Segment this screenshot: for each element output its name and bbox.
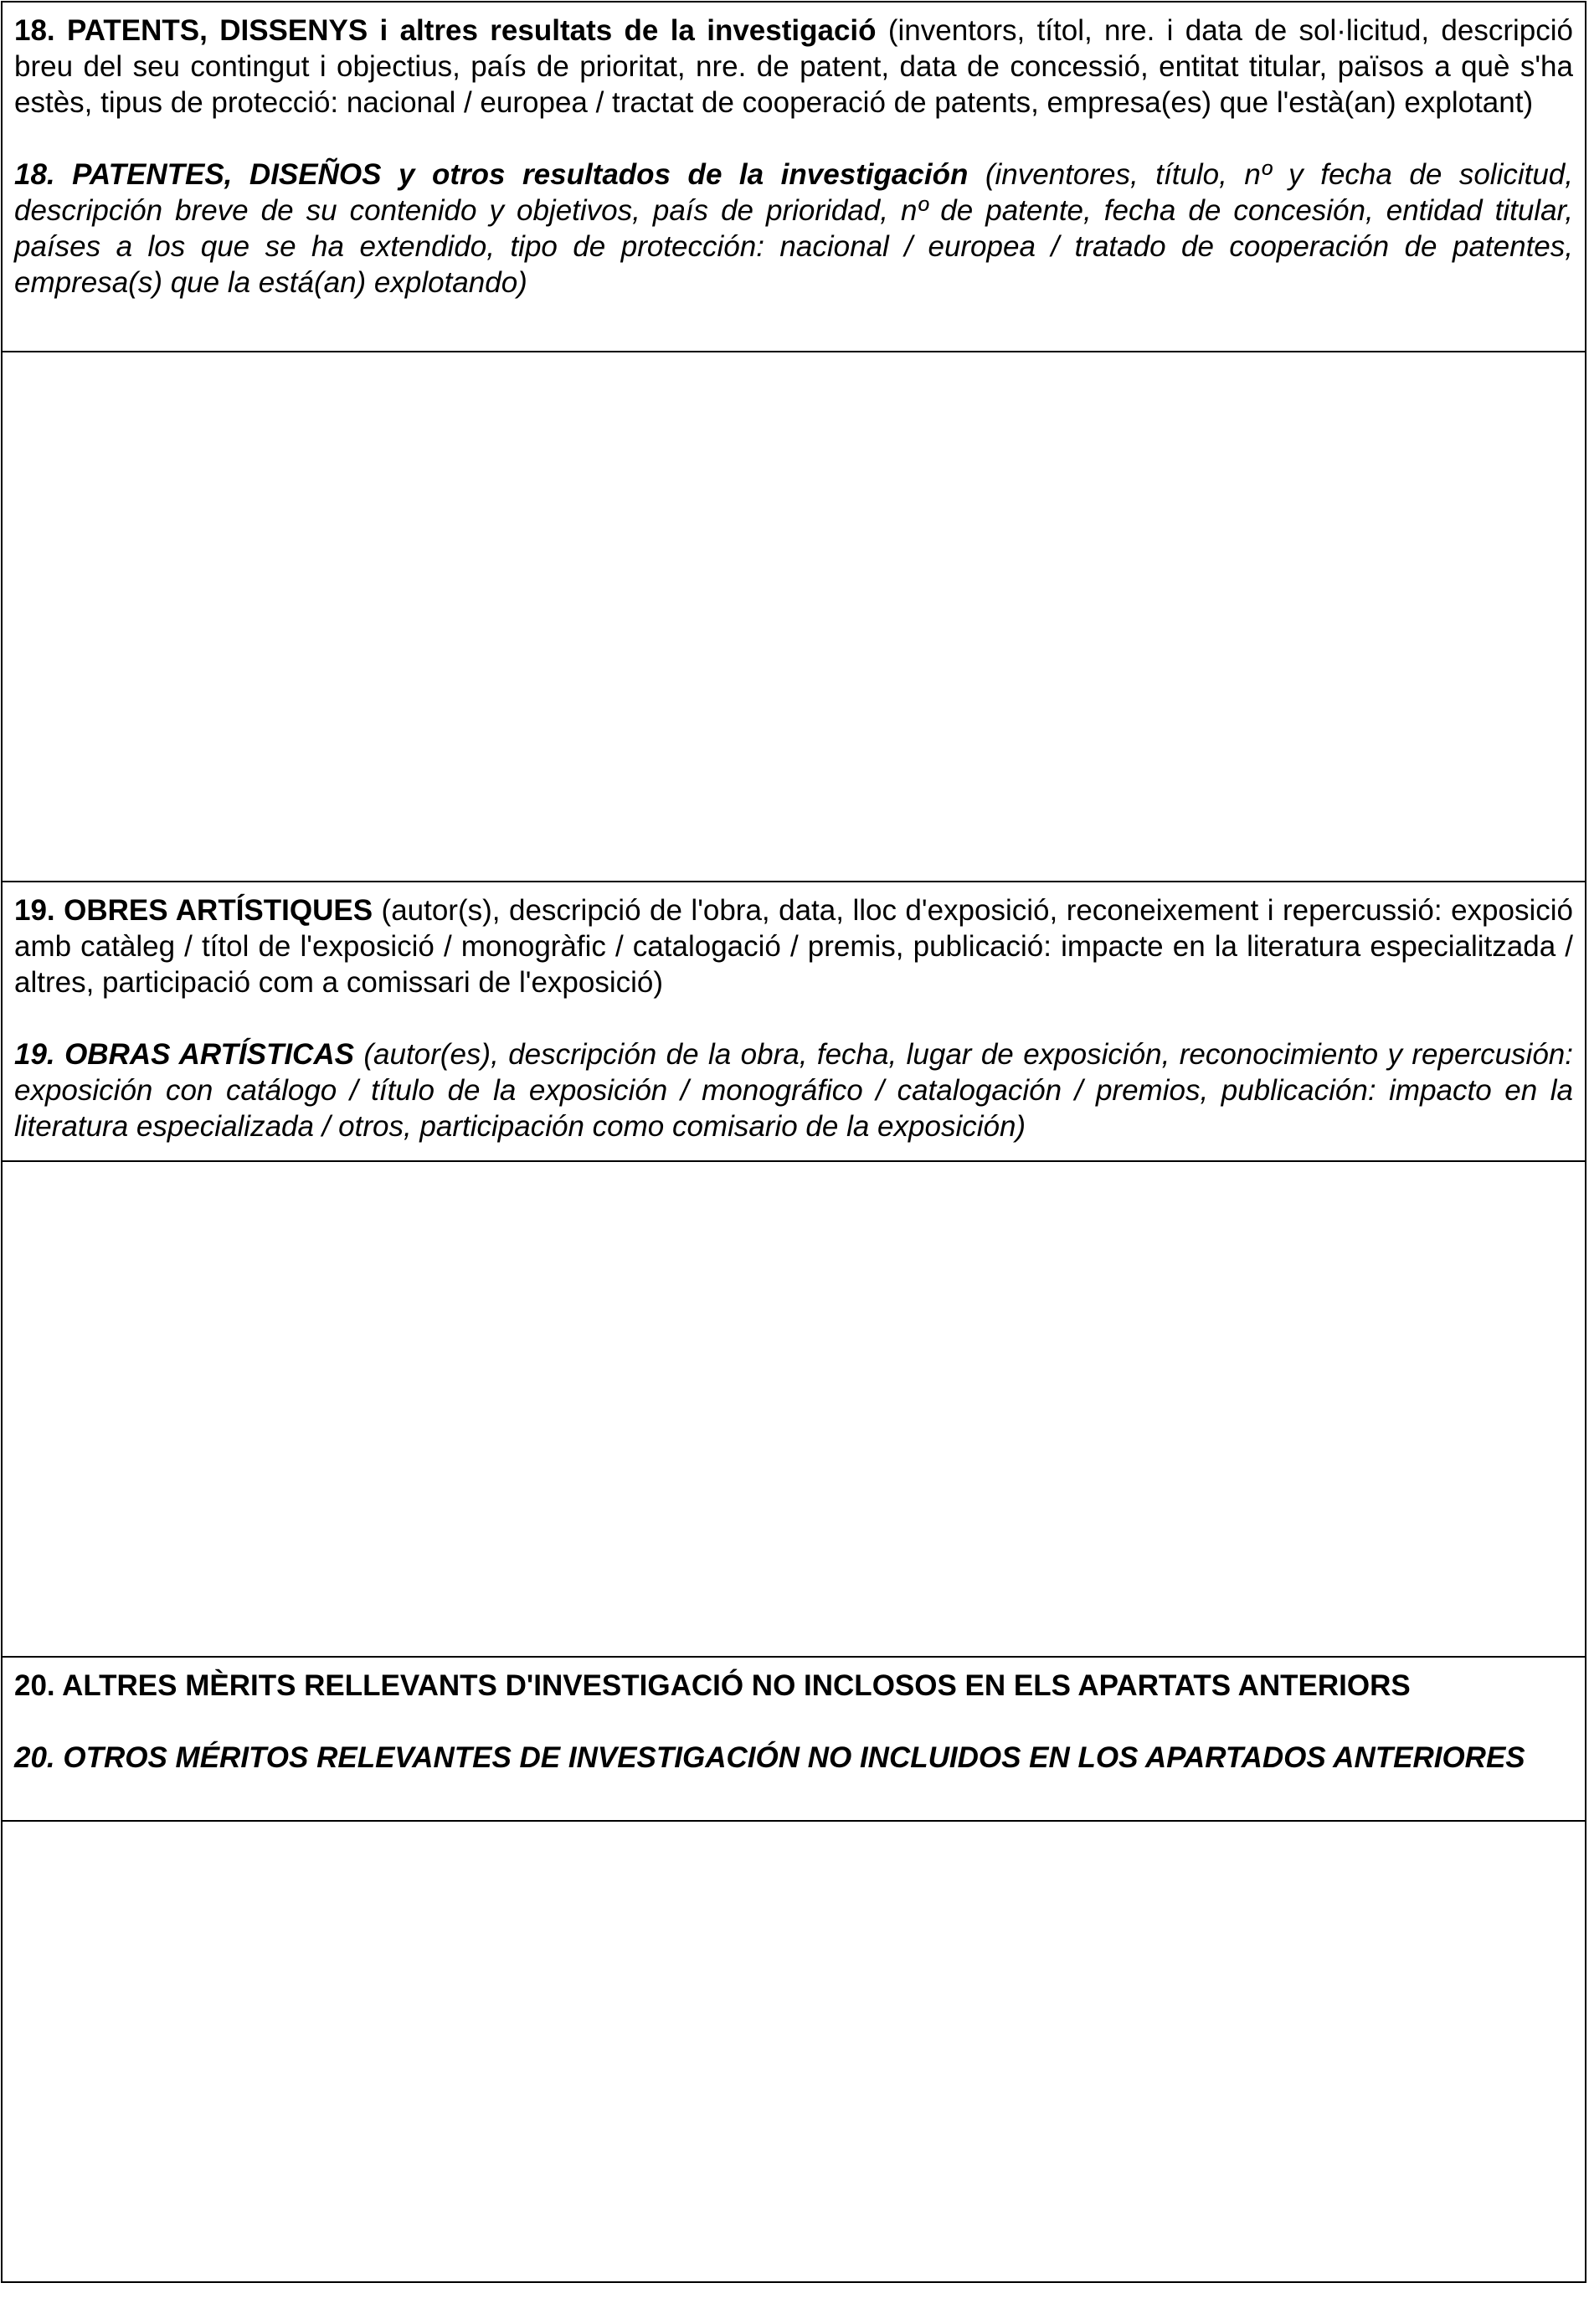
section-20-catalan [14, 1668, 1573, 1704]
section-18-answer-field[interactable] [3, 352, 1585, 882]
section-19-catalan-title: 19. OBRES ARTÍSTIQUES [14, 894, 373, 927]
section-19-spanish-description: (autor(es), descripción de la obra, fecha, lugar de exposición, reconocimiento y repercusión: exposición con catálogo / título de la exposición / monográfico / catalogación / premios, publicación: impacto en la literatura especializada / otros, participación como comisario de la exposición) [14, 1038, 1573, 1143]
research-merits-form [1, 1, 1586, 2283]
section-18-spanish-description: (inventores, título, nº y fecha de solicitud, descripción breve de su contenido y objetivos, país de prioridad, nº de patente, fecha de concesión, entidad titular, países a los que se ha extendido, tipo de protección: nacional / europea / tratado de cooperación de patentes, empresa(s) que la está(an) explotando) [14, 158, 1573, 299]
section-18-catalan [14, 13, 1573, 121]
section-20-answer-field[interactable] [3, 1822, 1585, 2281]
section-18-header [3, 3, 1585, 352]
section-20-spanish-title: 20. OTROS MÉRITOS RELEVANTES DE INVESTIGACIÓN NO INCLUIDOS EN LOS APARTADOS ANTERIORES [14, 1741, 1525, 1774]
section-20-catalan-title: 20. ALTRES MÈRITS RELLEVANTS D'INVESTIGACIÓ NO INCLOSOS EN ELS APARTATS ANTERIORS [14, 1669, 1411, 1702]
section-18-spanish [14, 157, 1573, 301]
section-19-catalan [14, 892, 1573, 1000]
section-18-spanish-title: 18. PATENTES, DISEÑOS y otros resultados de la investigación [14, 158, 969, 191]
section-19-catalan-description: (autor(s), descripció de l'obra, data, lloc d'exposició, reconeixement i repercussió: exposició amb catàleg / títol de l'exposició / monogràfic / catalogació / premis, publicació: impacte en la literatura especialitzada / altres, participació com a comissari de l'exposició) [14, 894, 1574, 999]
section-18-catalan-title: 18. PATENTS, DISSENYS i altres resultats de la investigació [14, 14, 877, 47]
section-19-header [3, 882, 1585, 1162]
section-20-header [3, 1658, 1585, 1822]
section-18-catalan-description: (inventors, títol, nre. i data de sol·licitud, descripció breu del seu contingut i objectius, país de prioritat, nre. de patent, data de concessió, entitat titular, països a què s'ha estès, tipus de protecció: nacional / europea / tractat de cooperació de patents, empresa(es) que l'està(an) explotant) [14, 14, 1573, 119]
section-20-spanish [14, 1740, 1573, 1776]
section-19-spanish-title: 19. OBRAS ARTÍSTICAS [14, 1038, 354, 1071]
section-19-answer-field[interactable] [3, 1162, 1585, 1658]
section-19-spanish [14, 1036, 1573, 1144]
